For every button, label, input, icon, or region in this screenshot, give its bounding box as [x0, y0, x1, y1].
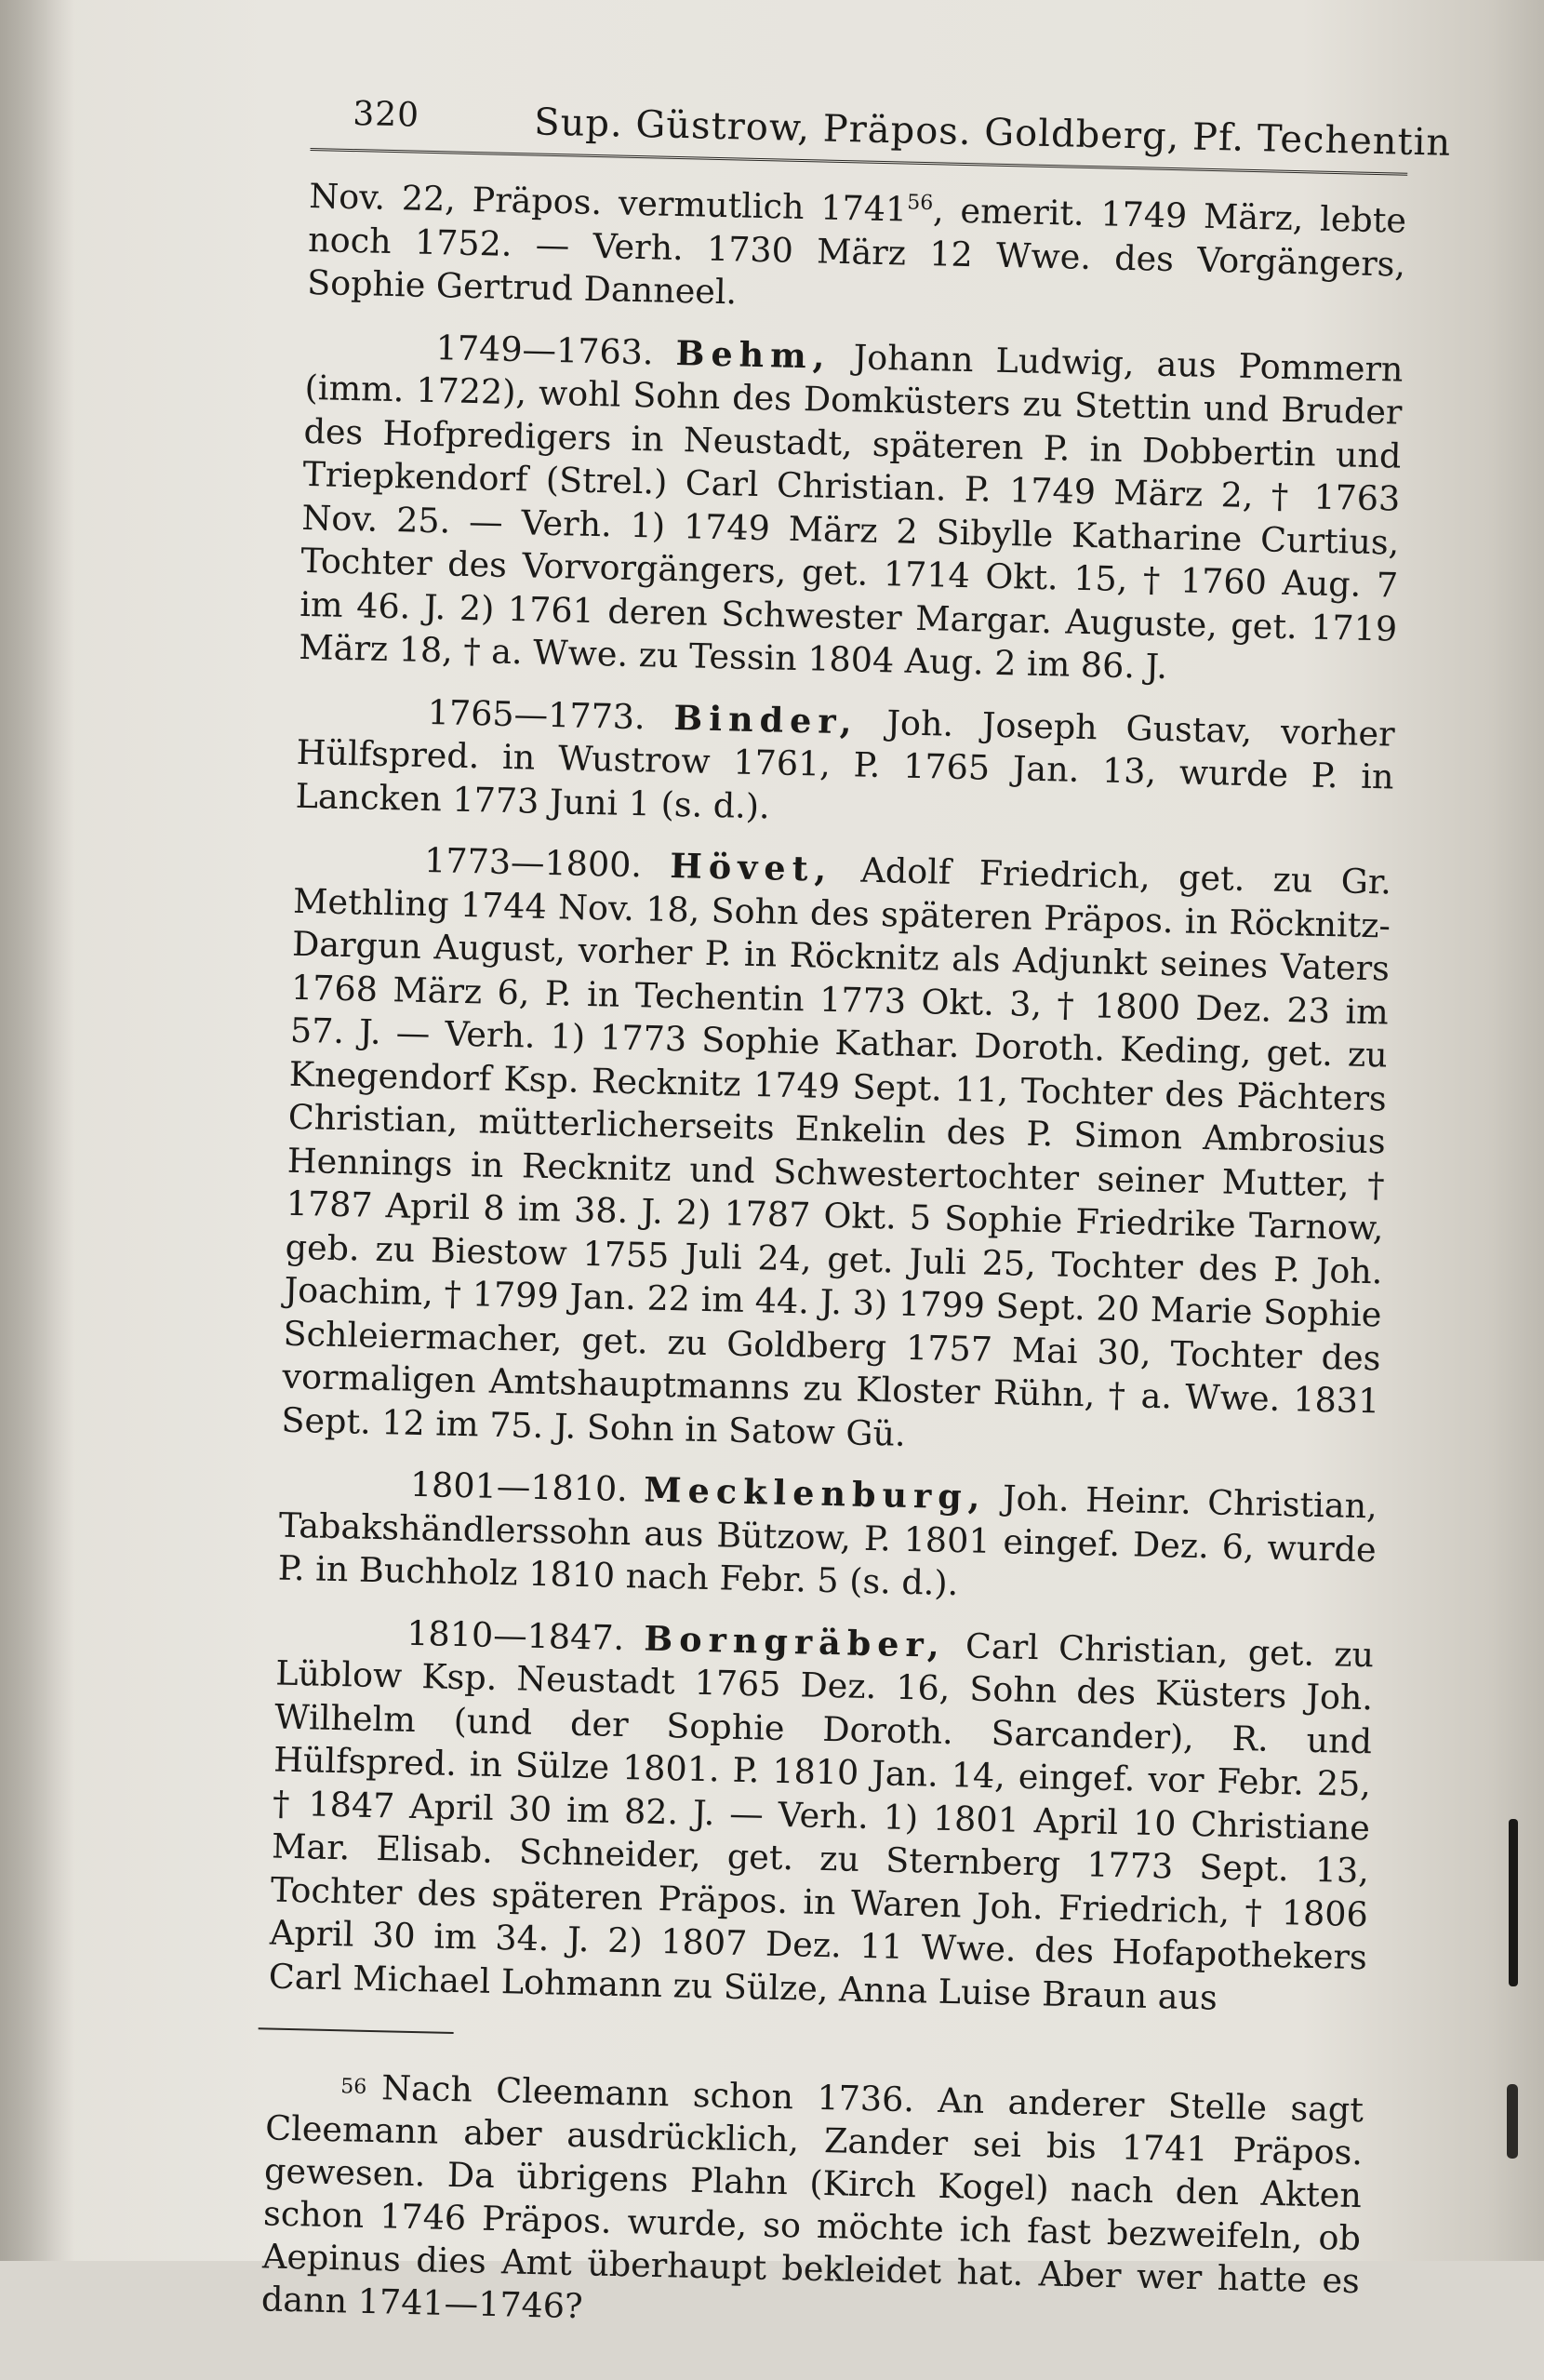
entry-mecklenburg: [277, 1461, 1378, 1615]
entry-behm: [299, 323, 1404, 694]
entry-text: Joh. Joseph Gustav, vorher Hülfspred. in Wustrow 1761, P. 1765 Jan. 13, wurde P. in Lancken 1773 Juni 1 (s. d.).: [295, 702, 1396, 826]
entry-borngraeber: [268, 1609, 1374, 2023]
entry-text-rest: , emerit. 1749 März, lebte noch 1752. — Verh. 1730 März 12 Wwe. des Vorgängers, Sophie Gertrud Danneel.: [306, 190, 1407, 313]
entry-dates: 1801—1810.: [409, 1464, 629, 1510]
entry-continuation: [307, 175, 1407, 329]
entry-hoevet: [281, 836, 1391, 1467]
binding-clip-mark: [1507, 2084, 1518, 2159]
binding-clip-mark: [1509, 1819, 1518, 1986]
entry-text: Adolf Friedrich, get. zu Gr. Methling 1744 Nov. 18, Sohn des späteren Präpos. in Röcknitz-Dargun August, vorher P. in Röcknitz als Adjunkt seines Vaters 1768 März 6, P. in Techentin 1773 Okt. 3, † 1800 Dez. 23 im 57. J. — Verh. 1) 1773 Sophie Kathar. Doroth. Keding, get. zu Knegendorf Ksp. Recknitz 1749 Sept. 11, Tochter des Pächters Christian, mütterlicherseits Enkelin des P. Simon Ambrosius Hennings in Recknitz und Schwestertochter seiner Mutter, † 1787 April 8 im 38. J. 2) 1787 Okt. 5 Sophie Friedrike Tarnow, geb. zu Biestow 1755 Juli 24, get. Juli 25, Tochter des P. Joh. Joachim, † 1799 Jan. 22 im 44. J. 3) 1799 Sept. 20 Marie Sophie Schleiermacher, get. zu Goldberg 1757 Mai 30, Tochter des vormaligen Amtshauptmanns zu Kloster Rühn, † a. Wwe. 1831 Sept. 12 im 75. J. Sohn in Satow Gü.: [281, 849, 1392, 1454]
entry-dates: 1749—1763.: [435, 327, 655, 372]
page-content: [260, 88, 1452, 2379]
entry-dates: 1765—1773.: [427, 691, 646, 737]
footnote-mark: 56: [340, 2074, 367, 2099]
running-head: Sup. Güstrow, Präpos. Goldberg, Pf. Techentin: [533, 100, 1452, 165]
entry-dates: 1773—1800.: [423, 839, 643, 886]
entry-name: Hövet,: [669, 845, 833, 889]
footnote: [261, 2064, 1364, 2346]
footnote-text: Nach Cleemann schon 1736. An anderer Stelle sagt Cleemann aber ausdrücklich, Zander sei bis 1741 Präpos. gewesen. Da übrigens Plahn (Kirch Kogel) nach den Akten schon 1746 Präpos. wurde, so möchte ich fast bezweifeln, ob Aepinus dies Amt überhaupt bekleidet hat. Aber wer hatte es dann 1741—1746?: [260, 2066, 1364, 2326]
entry-name: Binder,: [672, 697, 859, 742]
entry-dates: 1810—1847.: [406, 1612, 625, 1658]
entry-text: Nov. 22, Präpos. vermutlich 1741: [308, 175, 908, 230]
page-number: 320: [352, 95, 420, 135]
page-header: [310, 88, 1452, 176]
entry-name: Borngräber,: [643, 1618, 947, 1665]
entry-text: Carl Christian, get. zu Lüblow Ksp. Neustadt 1765 Dez. 16, Sohn des Küsters Joh. Wilhelm (und der Sophie Doroth. Sarcander), R. und Hülfspred. in Sülze 1801. P. 1810 Jan. 14, eingef. vor Febr. 25, † 1847 April 30 im 82. J. — Verh. 1) 1801 April 10 Christiane Mar. Elisab. Schneider, get. zu Sternberg 1773 Sept. 13, Tochter des späteren Präpos. in Waren Joh. Friedrich, † 1806 April 30 im 34. J. 2) 1807 Dez. 11 Wwe. des Hofapothekers Carl Michael Lohmann zu Sülze, Anna Luise Braun aus: [268, 1625, 1375, 2018]
entry-binder: [295, 688, 1395, 842]
entry-name: Behm,: [675, 332, 832, 377]
entry-name: Mecklenburg,: [643, 1469, 987, 1518]
entry-list: [268, 175, 1406, 2023]
footnote-reference: 56: [907, 191, 934, 216]
footnote-divider: [259, 2027, 454, 2034]
entry-text: Johann Ludwig, aus Pommern (imm. 1722), wohl Sohn des Domküsters zu Stettin und Bruder des Hofpredigers in Neustadt, späteren P. in Dobbertin und Triepkendorf (Strel.) Carl Christian. P. 1749 März 2, † 1763 Nov. 25. — Verh. 1) 1749 März 2 Sibylle Katharine Curtius, Tochter des Vorvorgängers, get. 1714 Okt. 15, † 1760 Aug. 7 im 46. J. 2) 1761 deren Schwester Margar. Auguste, get. 1719 März 18, † a. Wwe. zu Tessin 1804 Aug. 2 im 86. J.: [298, 336, 1404, 688]
page-gutter-shadow: [0, 0, 74, 2261]
entry-text: Joh. Heinr. Christian, Tabakshändlerssohn aus Bützow, P. 1801 eingef. Dez. 6, wurde P. in Buchholz 1810 nach Febr. 5 (s. d.).: [277, 1477, 1378, 1604]
